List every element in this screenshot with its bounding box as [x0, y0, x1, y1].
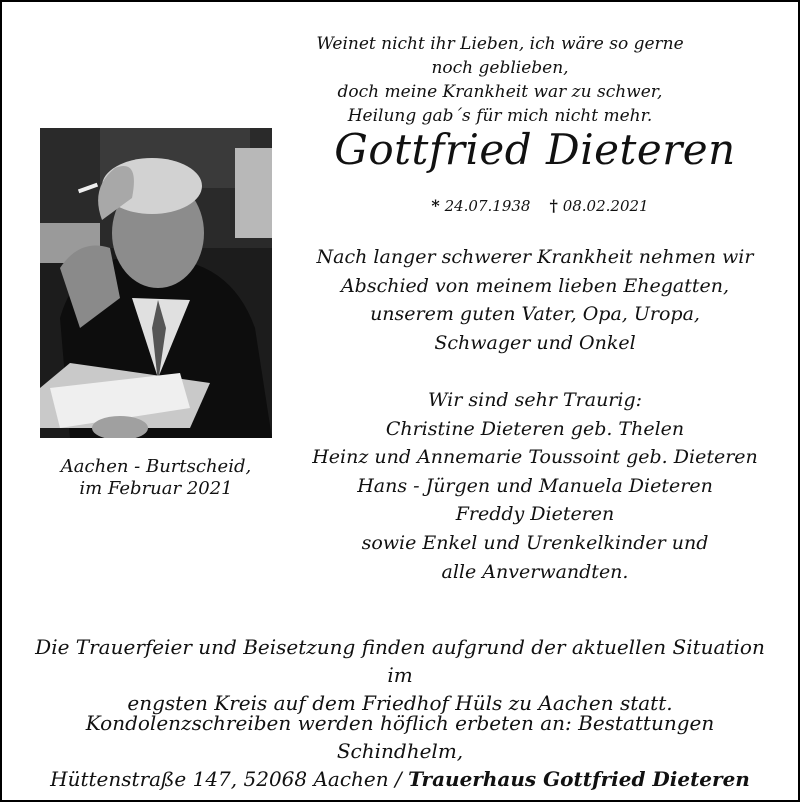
- verse-line: Weinet nicht ihr Lieben, ich wäre so gerne noch geblieben,: [316, 34, 684, 78]
- mourner-line: sowie Enkel und Urenkelkinder und: [361, 531, 709, 554]
- portrait-photo: [40, 128, 272, 438]
- mourning-house: Trauerhaus Gottfried Dieteren: [408, 767, 750, 791]
- mourner-line: Freddy Dieteren: [455, 503, 615, 526]
- death-cross-icon: †: [549, 196, 558, 215]
- mourner-line: Christine Dieteren geb. Thelen: [385, 417, 685, 440]
- funeral-line: engsten Kreis auf dem Friedhof Hüls zu Aachen statt.: [127, 691, 673, 715]
- funeral-info: [20, 633, 780, 717]
- notice-line: Abschied von meinem lieben Ehegatten,: [340, 274, 730, 297]
- mourners-intro: Wir sind sehr Traurig:: [427, 388, 643, 411]
- birth-date: 24.07.1938: [444, 197, 531, 215]
- notice-text: [300, 243, 770, 586]
- place-and-date: [40, 456, 272, 500]
- notice-line: Nach langer schwerer Krankheit nehmen wir: [316, 246, 754, 268]
- portrait-image: [40, 128, 272, 438]
- birth-star-icon: *: [431, 196, 440, 215]
- mourner-line: Heinz und Annemarie Toussoint geb. Dieteren: [312, 446, 758, 469]
- condolence-info: [20, 709, 780, 793]
- place-line: im Februar 2021: [79, 478, 233, 499]
- life-dates: [400, 196, 680, 216]
- death-date: 08.02.2021: [562, 197, 649, 215]
- mourner-line: Hans - Jürgen und Manuela Dieteren: [357, 474, 713, 497]
- condolence-line: Kondolenzschreiben werden höflich erbeten an: Bestattungen Schindhelm,: [85, 711, 715, 763]
- notice-line: Schwager und Onkel: [434, 331, 636, 354]
- verse-line: Heilung gab´s für mich nicht mehr.: [347, 106, 653, 126]
- condolence-address-text: Hüttenstraße 147, 52068 Aachen /: [50, 767, 409, 791]
- notice-line: unserem guten Vater, Opa, Uropa,: [370, 303, 700, 326]
- condolence-address: [20, 765, 780, 793]
- deceased-name: Gottfried Dieteren: [334, 125, 736, 174]
- funeral-line: Die Trauerfeier und Beisetzung finden aufgrund der aktuellen Situation im: [35, 635, 765, 687]
- memorial-verse: [300, 32, 700, 128]
- place-line: Aachen - Burtscheid,: [60, 456, 252, 477]
- spacer: [300, 357, 770, 386]
- verse-line: doch meine Krankheit war zu schwer,: [337, 82, 663, 102]
- mourner-line: alle Anverwandten.: [441, 560, 629, 583]
